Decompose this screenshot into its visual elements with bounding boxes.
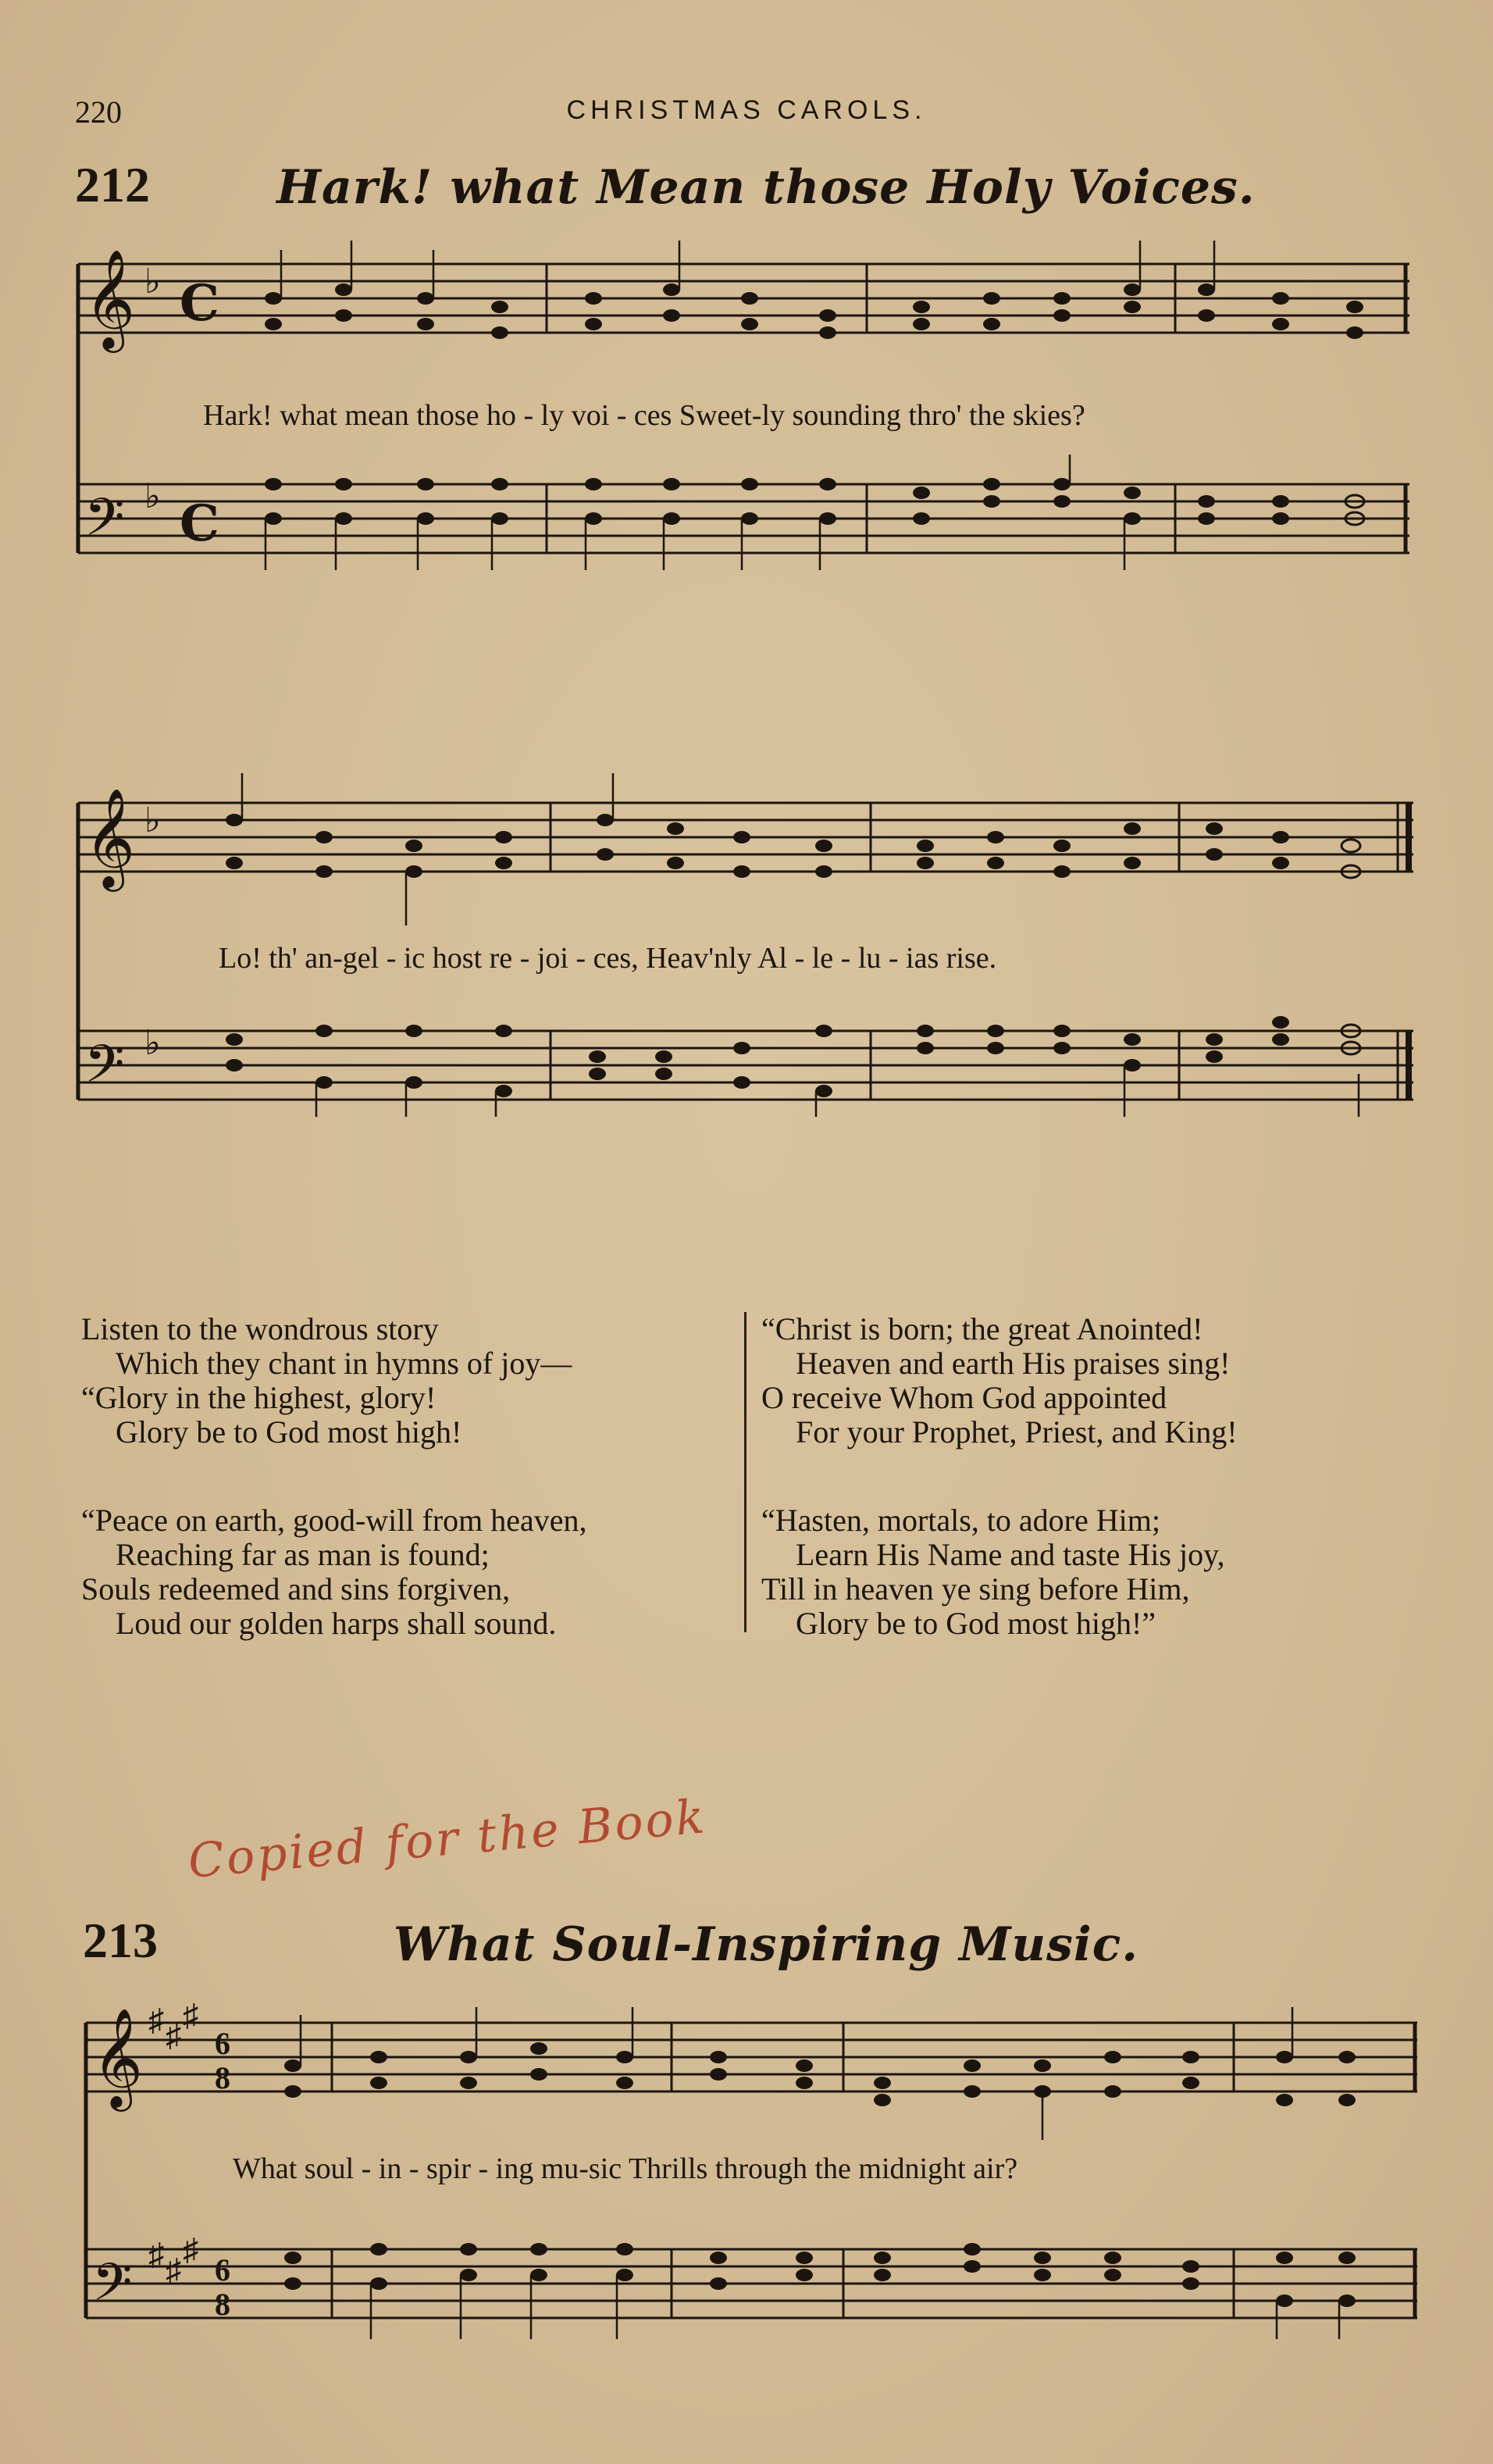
lyric-line-2: Lo! th' an-gel - ic host re - joi - ces, Heav'nly Al - le - lu - ias rise. <box>219 942 997 975</box>
svg-text:♯: ♯ <box>183 1998 198 2033</box>
stanza-left-1: Listen to the wondrous story Which they chant in hymns of joy— “Glory in the highest, glory! Glory be to God most high! <box>81 1311 572 1450</box>
svg-text:𝄞: 𝄞 <box>84 248 136 348</box>
svg-text:♭: ♭ <box>144 801 161 840</box>
hymn-number: 213 <box>83 1913 158 1968</box>
column-divider <box>744 1312 746 1632</box>
svg-text:8: 8 <box>215 2287 230 2322</box>
svg-text:♯: ♯ <box>166 2018 181 2053</box>
svg-text:C: C <box>180 494 219 553</box>
lyric-line-3: What soul - in - spir - ing mu-sic Thrills through the midnight air? <box>233 2152 1018 2185</box>
hymn-title: What Soul-Inspiring Music. <box>393 1917 1139 1972</box>
svg-text:6: 6 <box>215 2026 230 2061</box>
lyric-line-1: Hark! what mean those ho - ly voi - ces Sweet-ly sounding thro' the skies? <box>203 399 1085 432</box>
music-system-3 <box>0 1992 1493 2382</box>
svg-text:♭: ♭ <box>144 262 161 301</box>
svg-text:♯: ♯ <box>183 2232 198 2267</box>
svg-text:♭: ♭ <box>144 477 161 515</box>
handwritten-note: Copied for the Book <box>186 1789 709 1889</box>
svg-text:C: C <box>180 274 219 333</box>
svg-text:8: 8 <box>215 2060 230 2095</box>
svg-text:♭: ♭ <box>144 1024 161 1062</box>
hymn-number: 212 <box>75 157 150 212</box>
running-head: CHRISTMAS CAROLS. <box>566 95 927 125</box>
svg-text:𝄢: 𝄢 <box>84 487 125 560</box>
stanza-right-2: “Hasten, mortals, to adore Him; Learn His Name and taste His joy, Till in heaven ye sing before Him, Glory be to God most high!” <box>761 1503 1225 1641</box>
svg-text:♯: ♯ <box>148 2237 164 2272</box>
svg-text:𝄞: 𝄞 <box>84 787 136 887</box>
stanza-right-1: “Christ is born; the great Anointed! Heaven and earth His praises sing! O receive Whom God appointed For your Prophet, Priest, and King! <box>761 1311 1238 1450</box>
stanza-left-2: “Peace on earth, good-will from heaven, Reaching far as man is found; Souls redeemed and sins forgiven, Loud our golden harps shall sound. <box>81 1503 587 1641</box>
svg-text:♯: ♯ <box>148 2002 164 2038</box>
svg-text:6: 6 <box>215 2252 230 2287</box>
hymn-title: Hark! what Mean those Holy Voices. <box>276 160 1256 215</box>
svg-text:𝄢: 𝄢 <box>84 1034 125 1107</box>
svg-text:𝄢: 𝄢 <box>92 2252 133 2325</box>
svg-text:𝄞: 𝄞 <box>92 2007 144 2107</box>
page-number: 220 <box>75 94 122 130</box>
svg-text:♯: ♯ <box>166 2252 181 2287</box>
